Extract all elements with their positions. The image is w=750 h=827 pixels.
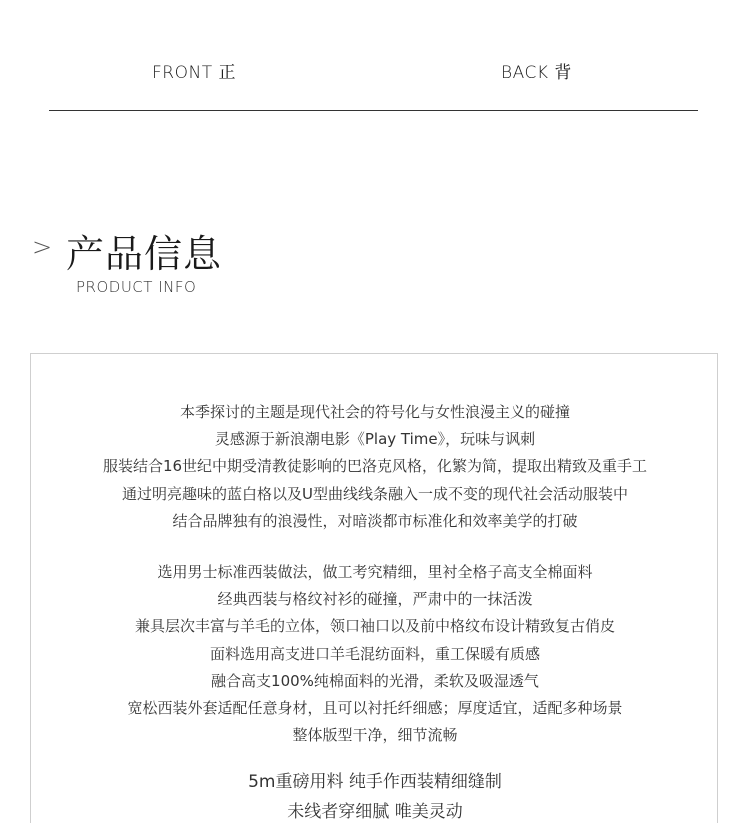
- description-paragraph-3: [31, 767, 719, 827]
- view-tabs: [0, 0, 750, 112]
- tab-divider: [49, 110, 698, 111]
- description-line: 兼具层次丰富与羊毛的立体，领口袖口以及前中格纹布设计精致复古俏皮: [134, 617, 615, 636]
- description-line: 选用男士标准西装做法，做工考究精细，里衬全格子高支全棉面料: [157, 563, 593, 581]
- description-line: 结合品牌独有的浪漫性，对暗淡都市标准化和效率美学的打破: [172, 511, 578, 530]
- description-line: 本季探讨的主题是现代社会的符号化与女性浪漫主义的碰撞: [179, 403, 570, 421]
- section-header: [0, 215, 750, 305]
- description-line: 5m重磅用料 纯手作西装精细缝制: [248, 772, 502, 792]
- description-paragraph-1: [31, 399, 719, 535]
- product-info-box: [30, 353, 718, 823]
- description-line: 未线者穿细腻 唯美灵动: [287, 802, 463, 822]
- description-line: 通过明亮趣味的蓝白格以及U型曲线线条融入一成不变的现代社会活动服装中: [122, 484, 628, 503]
- section-title: 产品信息: [66, 232, 223, 276]
- description-line: 灵感源于新浪潮电影《Play Time》，玩味与讽刺: [214, 430, 536, 449]
- description-line: 整体版型干净，细节流畅: [292, 726, 458, 745]
- description-line: 融合高支100%纯棉面料的光滑，柔软及吸湿透气: [211, 671, 539, 690]
- description-paragraph-2: [31, 559, 719, 749]
- description-line: 经典西装与格纹衬衫的碰撞，严肃中的一抹活泼: [217, 590, 533, 609]
- description-line: 宽松西装外套适配任意身材，且可以衬托纤细感；厚度适宜，适配多种场景: [127, 699, 623, 718]
- tab-front[interactable]: FRONT 正: [152, 63, 236, 83]
- chevron-right-icon: >: [32, 233, 53, 261]
- tab-back[interactable]: BACK 背: [501, 63, 572, 83]
- section-subtitle: PRODUCT INFO: [76, 278, 197, 296]
- description-line: 服装结合16世纪中期受清教徒影响的巴洛克风格，化繁为简，提取出精致及重手工: [102, 457, 648, 476]
- description-line: 面料选用高支进口羊毛混纺面料，重工保暖有质感: [209, 644, 540, 663]
